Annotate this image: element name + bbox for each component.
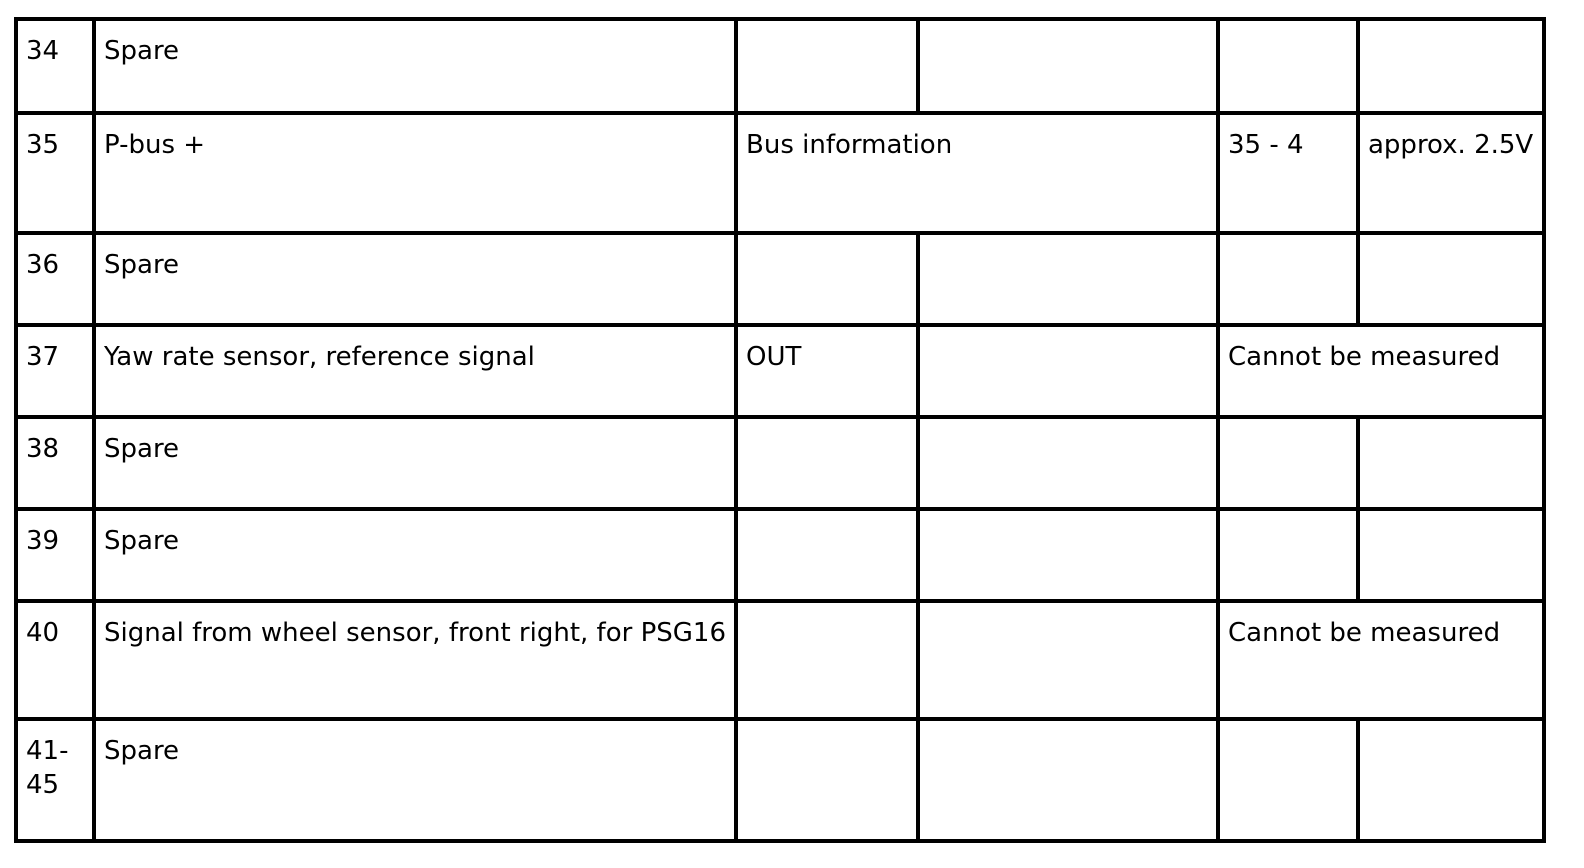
description-cell: Yaw rate sensor, reference signal xyxy=(94,325,736,417)
info-cell xyxy=(918,509,1218,601)
value-cell xyxy=(1358,417,1544,509)
pin-number-cell: 38 xyxy=(16,417,94,509)
pin-number-cell: 36 xyxy=(16,233,94,325)
measure-cell: 35 - 4 xyxy=(1218,113,1358,233)
pin-number-cell: 39 xyxy=(16,509,94,601)
value-cell xyxy=(1358,509,1544,601)
description-cell: P-bus + xyxy=(94,113,736,233)
measure-cell xyxy=(1218,509,1358,601)
table-row xyxy=(16,601,1544,719)
table-row xyxy=(16,719,1544,841)
type-cell xyxy=(736,417,918,509)
description-cell: Spare xyxy=(94,233,736,325)
measure-cell xyxy=(1218,19,1358,113)
pin-number-cell: 34 xyxy=(16,19,94,113)
pin-number-cell: 41- 45 xyxy=(16,719,94,841)
pin-number-cell: 35 xyxy=(16,113,94,233)
info-cell xyxy=(918,417,1218,509)
info-cell xyxy=(918,719,1218,841)
table-row xyxy=(16,233,1544,325)
table-row xyxy=(16,417,1544,509)
type-cell xyxy=(736,19,918,113)
type-cell: OUT xyxy=(736,325,918,417)
description-cell: Spare xyxy=(94,417,736,509)
note-cell: Cannot be measured xyxy=(1218,325,1544,417)
value-cell xyxy=(1358,233,1544,325)
measure-cell xyxy=(1218,417,1358,509)
description-cell: Signal from wheel sensor, front right, for PSG16 xyxy=(94,601,736,719)
info-cell xyxy=(918,19,1218,113)
measure-cell xyxy=(1218,233,1358,325)
type-cell xyxy=(736,719,918,841)
value-cell xyxy=(1358,19,1544,113)
pin-table xyxy=(14,17,1546,843)
note-cell: Cannot be measured xyxy=(1218,601,1544,719)
value-cell: approx. 2.5V xyxy=(1358,113,1544,233)
value-cell xyxy=(1358,719,1544,841)
description-cell: Spare xyxy=(94,719,736,841)
type-cell xyxy=(736,233,918,325)
info-cell xyxy=(918,601,1218,719)
info-cell xyxy=(918,233,1218,325)
table-row xyxy=(16,19,1544,113)
signal-cell: Bus information xyxy=(736,113,1218,233)
description-cell: Spare xyxy=(94,19,736,113)
type-cell xyxy=(736,601,918,719)
table-row xyxy=(16,509,1544,601)
info-cell xyxy=(918,325,1218,417)
description-cell: Spare xyxy=(94,509,736,601)
measure-cell xyxy=(1218,719,1358,841)
table-row xyxy=(16,325,1544,417)
table-row xyxy=(16,113,1544,233)
type-cell xyxy=(736,509,918,601)
pin-number-cell: 40 xyxy=(16,601,94,719)
pin-number-cell: 37 xyxy=(16,325,94,417)
